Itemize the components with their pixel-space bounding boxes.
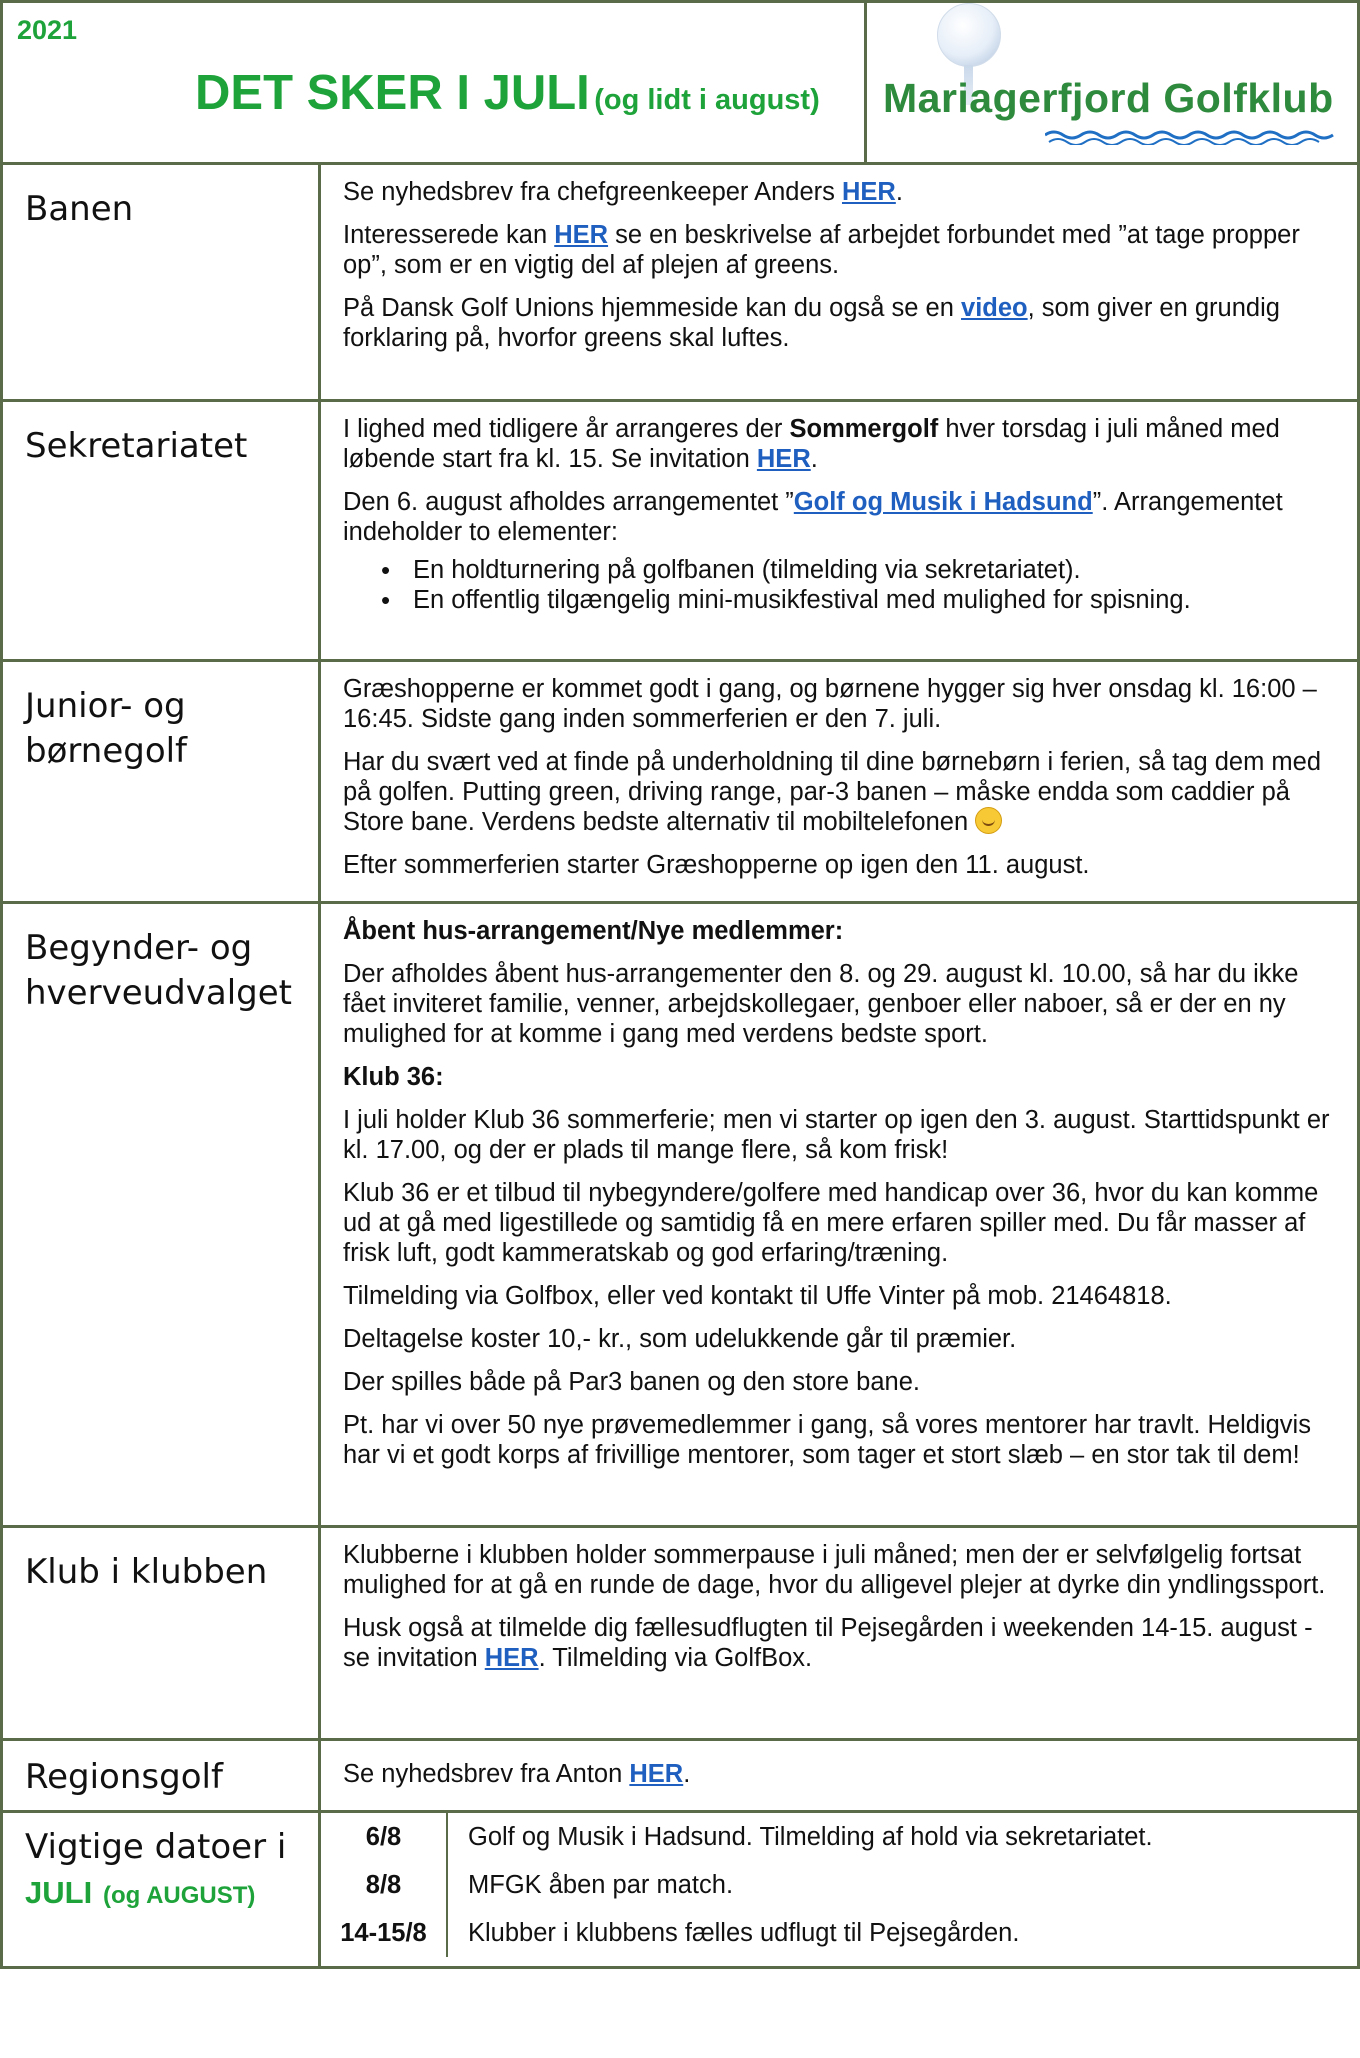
section-row-klub [2,1527,1359,1740]
golf-og-musik-link[interactable]: Golf og Musik i Hadsund [793,488,1093,516]
bold-text: Åbent hus-arrangement/Nye medlemmer: [343,917,844,945]
list-item: • En holdturnering på golfbanen (tilmelding via sekretariatet). [381,555,1343,585]
text: Har du svært ved at finde på underholdning til dine børnebørn i ferien, så tag dem med på golfen. Putting green, driving range, par-3 banen – måske endda som caddier på Store bane. Verdens bedste alternativ til mobiltelefonen [343,748,1322,836]
section-row-datoer [2,1812,1359,1968]
paragraph: Deltagelse koster 10,- kr., som udelukkende går til præmier. [343,1325,1017,1353]
date-cell: 14-15/8 [321,1909,447,1957]
year-label: 2021 [17,15,78,45]
text: Den 6. august afholdes arrangementet ” [343,488,794,516]
paragraph: Pt. har vi over 50 nye prøvemedlemmer i gang, så vores mentorer har travlt. Heldigvis har vi et godt korps af frivillige mentorer, som tager et stort slæb – en stor tak til dem! [343,1411,1311,1469]
month-label: JULI [25,1875,93,1910]
video-link[interactable]: video [961,294,1028,322]
paragraph: Der afholdes åbent hus-arrangementer den 8. og 29. august kl. 10.00, så har du ikke fået inviteret familie, venner, arbejdskollegaer, genboer eller naboer, så er der en ny mulighed for at komme i gang med verdens bedste sport. [343,960,1299,1048]
newsletter-table [0,162,1360,1969]
her-link[interactable]: HER [841,178,896,206]
title-main: DET SKER I JULI [195,66,590,120]
section-label: Junior- og børnegolf [2,661,320,903]
date-cell: 6/8 [321,1813,447,1861]
paragraph: Græshopperne er kommet godt i gang, og børnene hygger sig hver onsdag kl. 16:00 – 16:45. Sidste gang inden sommerferien er den 7. juli. [343,675,1317,733]
section-content [320,1740,1359,1812]
dates-table [321,1813,1357,1957]
section-row-banen [2,164,1359,401]
section-content [320,1527,1359,1740]
paragraph: I juli holder Klub 36 sommerferie; men vi starter op igen den 3. august. Starttidspunkt er kl. 17.00, og der er plads til mange flere, så kom frisk! [343,1106,1330,1164]
bullet-list [381,555,1343,615]
paragraph: Klub 36 er et tilbud til nybegyndere/golfere med handicap over 36, hvor du kan komme ud at gå med ligestillede og samtidig få en mere erfaren spiller med. Du får masser af frisk luft, godt kammeratskab og god erfaring/træning. [343,1179,1319,1267]
paragraph: Klubberne i klubben holder sommerpause i juli måned; men der er selvfølgelig fortsat mulighed for at gå en runde de dage, hvor du alligevel plejer at dyrke din yndlingssport. [343,1541,1326,1599]
club-logo [867,3,1357,162]
paragraph [343,487,1343,547]
text: Husk også at tilmelde dig fællesudflugten til Pejsegården i weekenden 14-15. august - se invitation [343,1614,1313,1672]
her-link[interactable]: HER [554,221,609,249]
paragraph [343,414,1343,474]
logo-text: Mariagerfjord Golfklub [883,75,1334,121]
paragraph [343,747,1343,837]
her-link[interactable]: HER [484,1644,539,1672]
her-link[interactable]: HER [629,1760,684,1788]
month-sub-label: (og AUGUST) [103,1882,256,1909]
section-row-regions [2,1740,1359,1812]
water-wave-icon [1045,129,1335,145]
section-content [320,661,1359,903]
dates-label-line2 [25,1870,304,1918]
bold-text: Sommergolf [789,415,939,443]
section-label-dates [2,1812,320,1968]
section-row-junior [2,661,1359,903]
list-item: • En offentlig tilgængelig mini-musikfestival med mulighed for spisning. [381,585,1343,615]
subheading [343,916,1343,946]
page-title [195,65,820,121]
date-row [321,1909,1357,1957]
section-content [320,903,1359,1527]
paragraph [343,293,1343,353]
section-label: Regionsgolf [2,1740,320,1812]
paragraph [343,220,1343,280]
text: ”. Arrangementet indeholder to elementer: [343,488,1283,546]
section-label: Klub i klubben [2,1527,320,1740]
text: hver torsdag i juli måned med løbende start fra kl. 15. Se invitation [343,415,1280,473]
event-cell: MFGK åben par match. [468,1870,734,1899]
paragraph [343,1613,1343,1673]
date-row [321,1813,1357,1861]
text: Se nyhedsbrev fra chefgreenkeeper Anders [343,178,842,206]
section-content [320,401,1359,661]
text: . [810,445,818,473]
section-label: Begynder- og hverveudvalget [2,903,320,1527]
bold-text: Klub 36: [343,1063,444,1091]
date-row [321,1861,1357,1909]
event-cell: Golf og Musik i Hadsund. Tilmelding af hold via sekretariatet. [468,1822,1153,1851]
subheading [343,1062,1343,1092]
text: . [895,178,903,206]
event-cell: Klubber i klubbens fælles udflugt til Pejsegården. [468,1918,1020,1947]
section-label: Banen [2,164,320,401]
title-sub: (og lidt i august) [594,84,820,116]
paragraph: Efter sommerferien starter Græshopperne op igen den 11. august. [343,851,1090,879]
text: I lighed med tidligere år arrangeres der [343,415,790,443]
text: . Tilmelding via GolfBox. [538,1644,813,1672]
paragraph: Der spilles både på Par3 banen og den store bane. [343,1368,920,1396]
smiley-emoji-icon [975,807,1002,834]
dates-label-line1: Vigtige datoer i [25,1827,287,1867]
text: , som giver en grundig forklaring på, hvorfor greens skal luftes. [343,294,1280,352]
newsletter-header [0,0,1360,165]
golf-ball-icon [937,3,1001,67]
header-title-cell [3,3,867,162]
text: På Dansk Golf Unions hjemmeside kan du også se en [343,294,962,322]
section-label: Sekretariatet [2,401,320,661]
text: Interesserede kan [343,221,555,249]
paragraph [343,177,1343,207]
section-row-sekretariatet [2,401,1359,661]
dates-cell [320,1812,1359,1968]
date-cell: 8/8 [321,1861,447,1909]
text: Se nyhedsbrev fra Anton [343,1760,630,1788]
paragraph: Tilmelding via Golfbox, eller ved kontakt til Uffe Vinter på mob. 21464818. [343,1282,1172,1310]
her-link[interactable]: HER [756,445,811,473]
text: . [683,1760,691,1788]
paragraph [343,1759,1343,1789]
text: se en beskrivelse af arbejdet forbundet med ”at tage propper op”, som er en vigtig del af plejen af greens. [343,221,1300,279]
section-row-begynder [2,903,1359,1527]
section-content [320,164,1359,401]
